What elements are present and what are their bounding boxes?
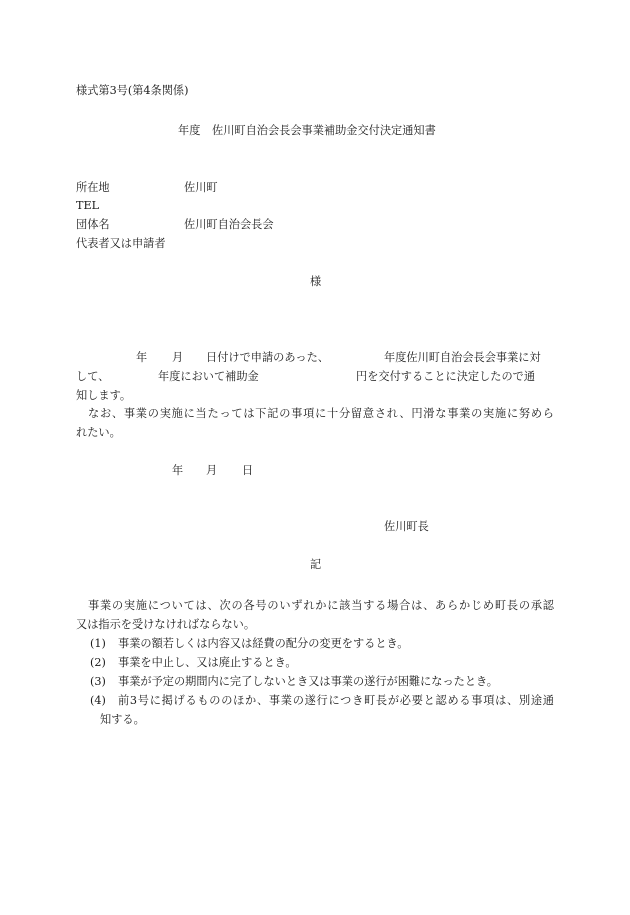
note-item-3-num: (3) [90,675,106,688]
notes-intro-line1: 事業の実施については、次の各号のいずれかに該当する場合は、あらかじめ町長の承認 [88,599,554,612]
address-label: 所在地 [76,181,110,194]
address-value: 佐川町 [184,181,218,194]
ki-heading: 記 [310,558,322,571]
note-item-2-text: 事業を中止し、又は廃止するとき。 [118,656,297,669]
body-line5: れたい。 [76,426,121,439]
page-title: 佐川町自治会長会事業補助金交付決定通知書 [212,124,436,137]
body-line2-start: して、 [76,370,110,383]
group-value: 佐川町自治会長会 [184,218,274,231]
note-item-2-num: (2) [90,656,106,669]
date-tsuki: 月 [206,464,218,477]
date-hi: 日 [242,464,254,477]
note-item-1-text: 事業の額若しくは内容又は経費の配分の変更をするとき。 [118,637,409,650]
body-line1-nen: 年 [136,351,148,364]
honorific: 様 [310,275,322,288]
issuer-name: 佐川町長 [384,520,429,533]
note-item-4-num: (4) [90,694,106,707]
form-number: 様式第3号(第4条関係) [76,84,189,97]
body-line2-end: 円を交付することに決定したので通 [356,370,536,383]
tel-label: TEL [76,199,100,212]
note-item-3-text: 事業が予定の期間内に完了しないとき又は事業の遂行が困難になったとき。 [118,675,498,688]
representative-label: 代表者又は申請者 [76,237,166,250]
notes-intro-line2: 又は指示を受けなければならない。 [76,618,256,631]
body-line4: なお、事業の実施に当たっては下記の事項に十分留意され、円滑な事業の実施に努めら [88,407,554,420]
body-line1-date-text: 日付けで申請のあった、 [206,351,329,364]
note-item-4-text: 前3号に掲げるもののほか、事業の遂行につき町長が必要と認める事項は、別途通 [118,694,554,707]
note-item-4-text-cont: 知する。 [100,713,145,726]
group-label: 団体名 [76,218,110,231]
title-year-label: 年度 [178,124,201,137]
body-line2-mid: 年度において補助金 [158,370,259,383]
note-item-1-num: (1) [90,637,106,650]
body-line1-tsuki: 月 [172,351,184,364]
date-nen: 年 [172,464,184,477]
body-line1-nendo-text: 年度佐川町自治会長会事業に対 [384,351,541,364]
body-line3: 知します。 [76,389,132,402]
